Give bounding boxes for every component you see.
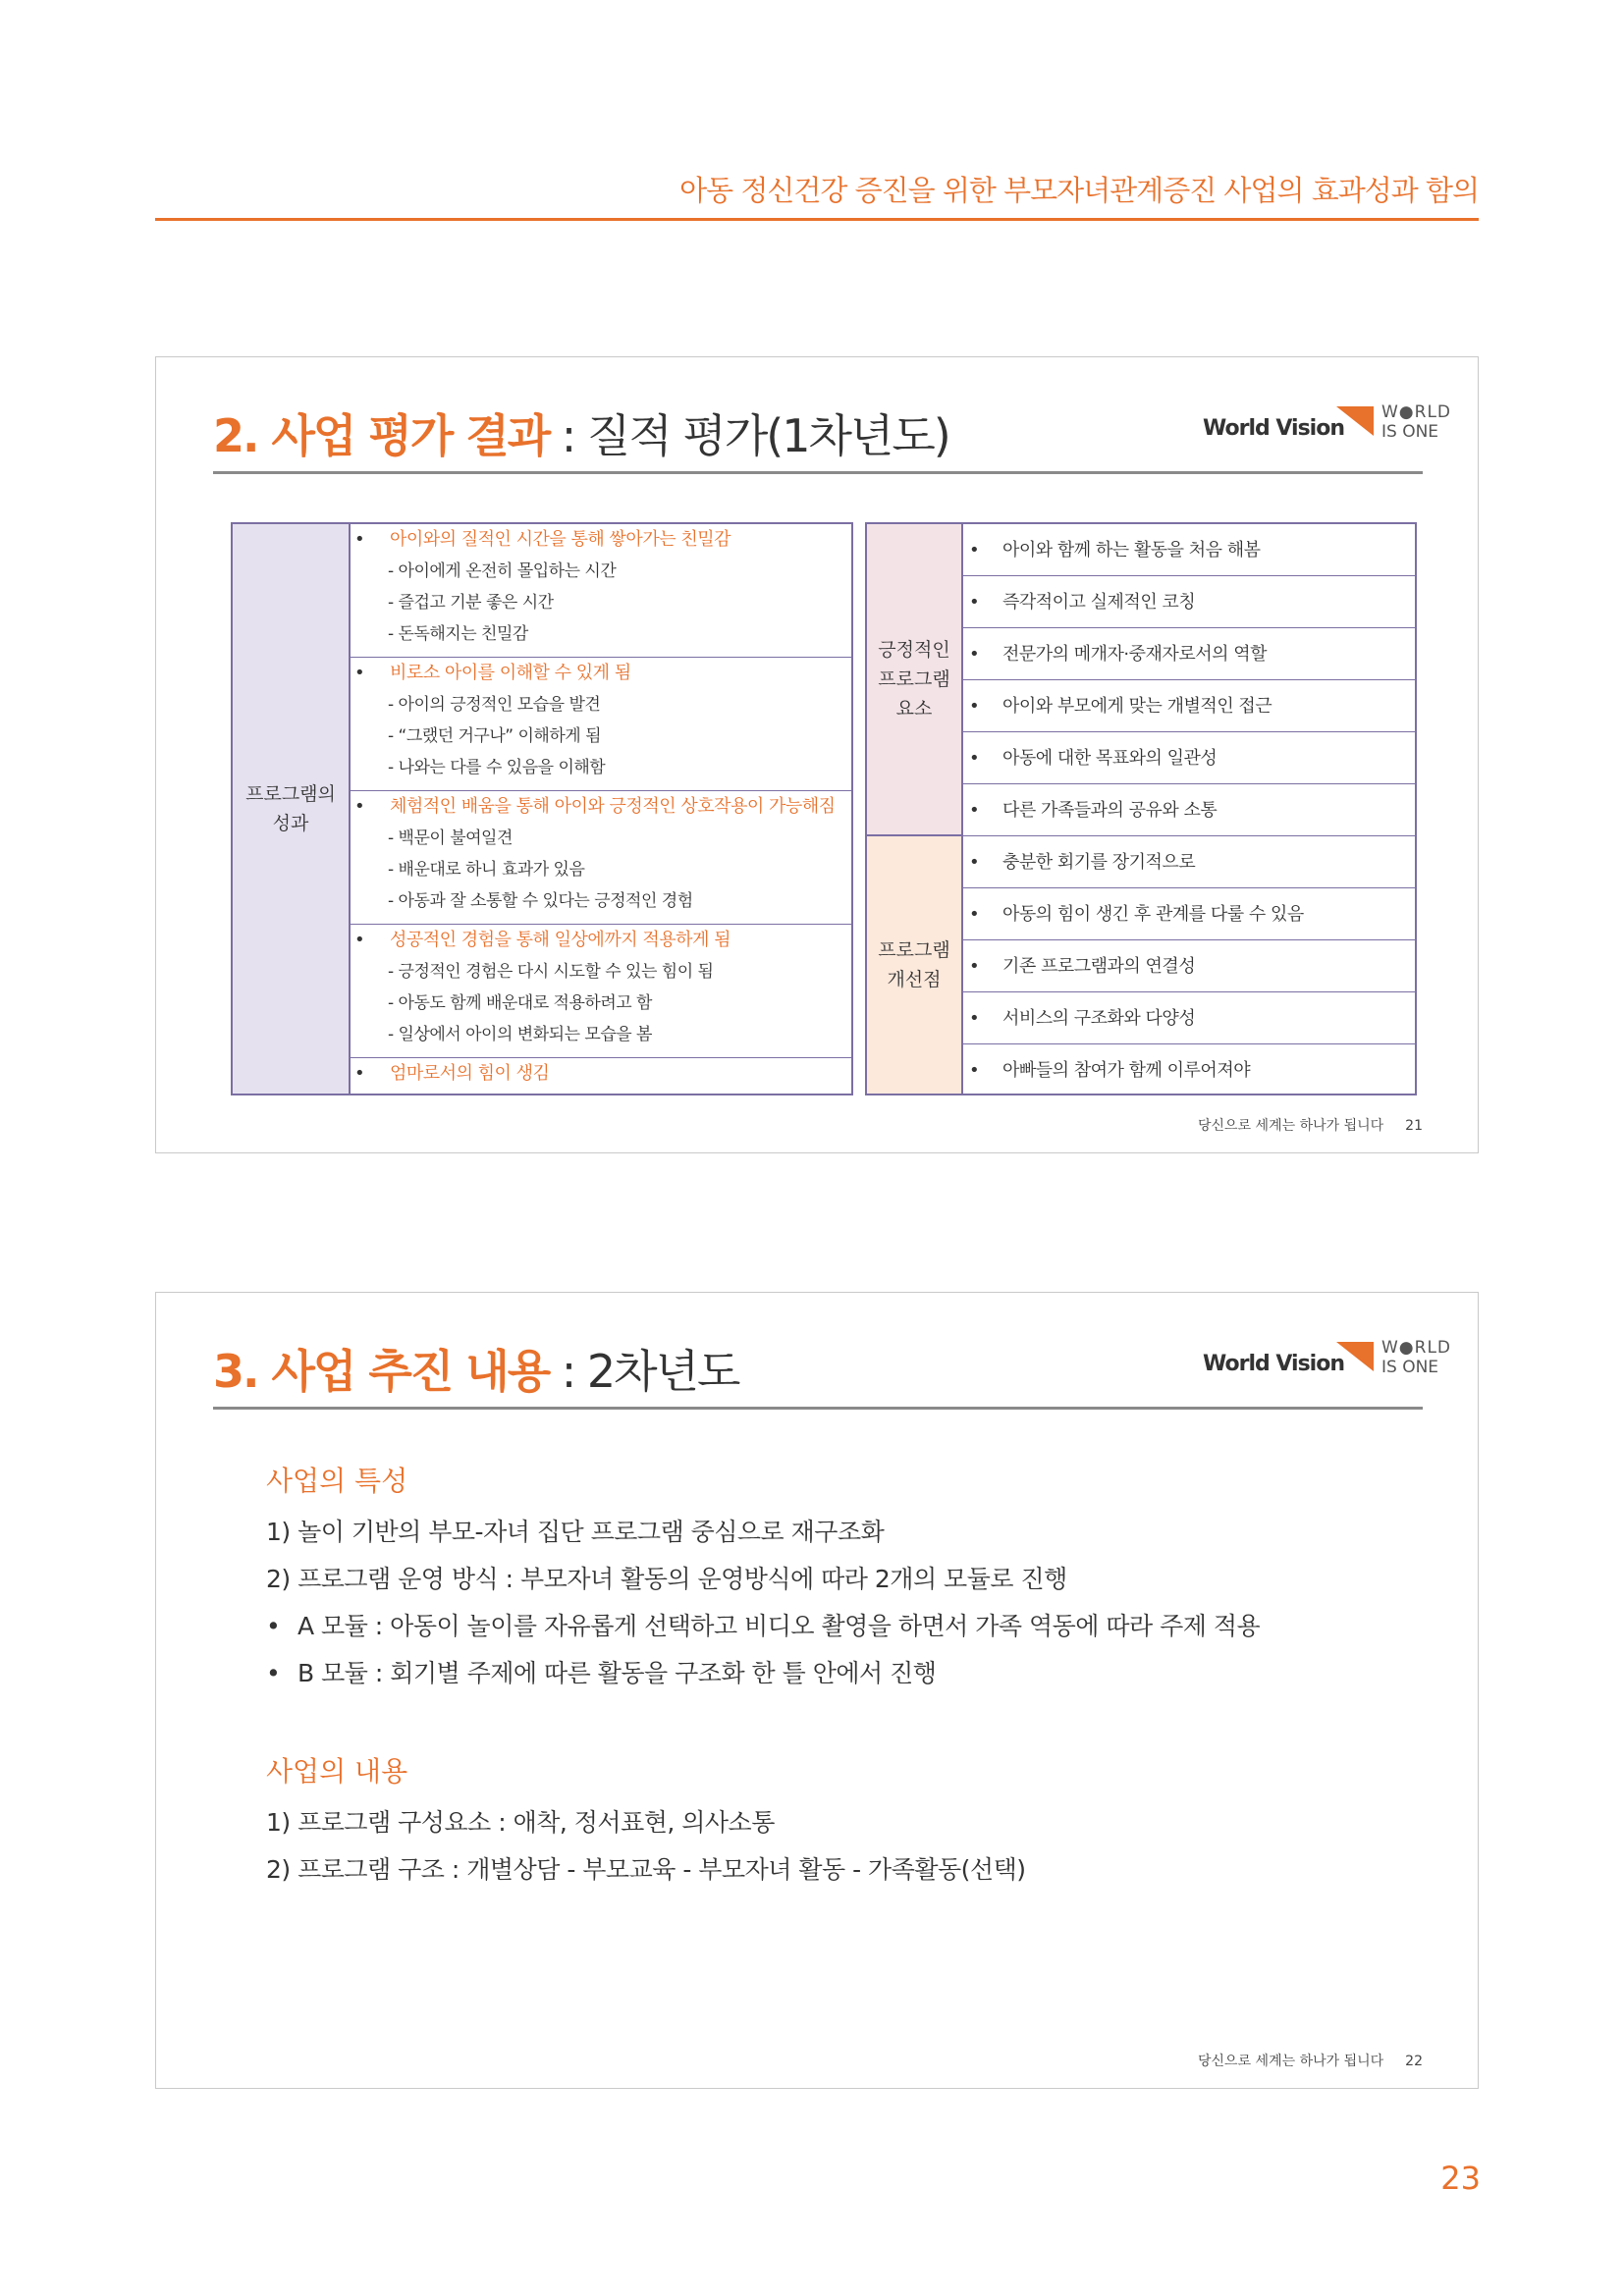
outcome-detail: - 아이의 긍정적인 모습을 발견 <box>388 695 601 715</box>
outcome-detail: - 긍정적인 경험은 다시 시도할 수 있는 힘이 됨 <box>388 962 714 982</box>
document-header: 아동 정신건강 증진을 위한 부모자녀관계증진 사업의 효과성과 함의 <box>679 174 1479 207</box>
footer-slogan: 당신으로 세계는 하나가 됩니다 <box>1198 2054 1384 2069</box>
outcome-detail: - 배운대로 하니 효과가 있음 <box>388 860 585 880</box>
improvement-row: • 아동의 힘이 생긴 후 관계를 다룰 수 있음 <box>963 888 1415 940</box>
positive-element-row: • 다른 가족들과의 공유와 소통 <box>963 784 1415 836</box>
outcome-detail: - 즐겁고 기분 좋은 시간 <box>388 593 554 613</box>
outcome-detail: - 돈독해지는 친밀감 <box>388 624 528 644</box>
logo-mark-icon <box>1336 406 1374 436</box>
outcome-heading: • 성공적인 경험을 통해 일상에까지 적용하게 됨 <box>354 930 731 950</box>
improvement-row: • 아빠들의 참여가 함께 이루어져야 <box>969 1060 1251 1081</box>
title-rule <box>213 471 1423 474</box>
positive-elements-label: 긍정적인 프로그램 요소 <box>867 524 963 836</box>
logo-name: World Vision <box>1203 416 1344 441</box>
module-bullet: • B 모듈 : 회기별 주제에 따른 활동을 구조화 한 틀 안에서 진행 <box>266 1659 937 1687</box>
outcome-heading: • 체험적인 배움을 통해 아이와 긍정적인 상호작용이 가능해짐 <box>354 796 836 817</box>
outcome-detail: - 일상에서 아이의 변화되는 모습을 봄 <box>388 1025 652 1044</box>
outcome-group <box>351 658 853 791</box>
outcome-heading: • 비로소 아이를 이해할 수 있게 됨 <box>354 663 631 683</box>
slide-project-content <box>155 1292 1479 2089</box>
slide-footer <box>1198 2051 1423 2070</box>
slide-title <box>213 400 949 465</box>
slide-title-sub: : 질적 평가(1차년도) <box>549 409 949 462</box>
positive-element-row: • 아이와 부모에게 맞는 개별적인 접근 <box>963 680 1415 732</box>
outcome-group <box>351 1058 853 1094</box>
outcome-detail: - 아동과 잘 소통할 수 있다는 긍정적인 경험 <box>388 891 693 911</box>
outcomes-label <box>233 524 351 1094</box>
outcomes-table <box>231 522 853 1095</box>
logo-tagline-2: IS ONE <box>1381 422 1439 442</box>
content-line: 1) 프로그램 구성요소 : 애착, 정서표현, 의사소통 <box>266 1808 775 1837</box>
positive-element-row: • 아동에 대한 목표와의 일관성 <box>963 732 1415 784</box>
slide-title-main: 2. 사업 평가 결과 <box>213 409 550 462</box>
improvement-row: • 기존 프로그램과의 연결성 <box>963 940 1415 992</box>
characteristic-line: 2) 프로그램 운영 방식 : 부모자녀 활동의 운영방식에 따라 2개의 모듈로 진행 <box>266 1565 1067 1593</box>
positive-element-row: • 아이와 함께 하는 활동을 처음 해봄 <box>963 524 1415 576</box>
outcome-group <box>351 925 853 1058</box>
slide-title-sub: : 2차년도 <box>549 1345 739 1398</box>
logo-name: World Vision <box>1203 1352 1344 1376</box>
slide-page-number: 21 <box>1405 1118 1423 1134</box>
outcome-detail: - 아이에게 온전히 몰입하는 시간 <box>388 561 617 581</box>
slide-page-number: 22 <box>1405 2054 1423 2069</box>
slide-footer <box>1198 1115 1423 1135</box>
slide-title-main: 3. 사업 추진 내용 <box>213 1345 550 1398</box>
world-vision-logo <box>1203 402 1452 450</box>
characteristic-line: 1) 놀이 기반의 부모-자녀 집단 프로그램 중심으로 재구조화 <box>266 1518 885 1546</box>
program-factors-table <box>865 522 1417 1095</box>
outcome-detail: - “그랬던 거구나” 이해하게 됨 <box>388 726 602 746</box>
module-bullet: • A 모듈 : 아동이 놀이를 자유롭게 선택하고 비디오 촬영을 하면서 가족 역동에 따라 주제 적용 <box>266 1612 1261 1640</box>
slide-evaluation-results <box>155 356 1479 1153</box>
improvement-row: • 충분한 회기를 장기적으로 <box>963 836 1415 888</box>
improvements-label: 프로그램 개선점 <box>867 836 963 1094</box>
world-vision-logo <box>1203 1338 1452 1385</box>
section-title-content: 사업의 내용 <box>266 1755 408 1788</box>
logo-tagline-2: IS ONE <box>1381 1358 1439 1377</box>
logo-tagline-1: W●RLD <box>1381 1338 1452 1358</box>
positive-element-row: • 즉각적이고 실제적인 코칭 <box>963 576 1415 628</box>
logo-mark-icon <box>1336 1342 1374 1371</box>
outcome-detail: - 나와는 다를 수 있음을 이해함 <box>388 758 606 777</box>
positive-element-row: • 전문가의 메개자·중재자로서의 역할 <box>963 628 1415 680</box>
outcome-group <box>351 791 853 925</box>
outcome-group <box>351 524 853 658</box>
page-number: 23 <box>1440 2160 1481 2197</box>
header-rule <box>155 218 1479 221</box>
section-title-characteristics: 사업의 특성 <box>266 1465 408 1497</box>
outcome-detail: - 백문이 불여일견 <box>388 828 513 848</box>
outcome-heading: • 엄마로서의 힘이 생김 <box>354 1063 550 1084</box>
footer-slogan: 당신으로 세계는 하나가 됩니다 <box>1198 1118 1384 1134</box>
logo-tagline-1: W●RLD <box>1381 402 1452 422</box>
outcomes-label-text: 프로그램의 성과 <box>245 783 336 834</box>
improvement-row: • 서비스의 구조화와 다양성 <box>963 992 1415 1044</box>
outcome-heading: • 아이와의 질적인 시간을 통해 쌓아가는 친밀감 <box>354 529 731 550</box>
content-line: 2) 프로그램 구조 : 개별상담 - 부모교육 - 부모자녀 활동 - 가족활동(선택) <box>266 1855 1026 1884</box>
outcome-detail: - 아동도 함께 배운대로 적용하려고 함 <box>388 993 652 1013</box>
title-rule <box>213 1407 1423 1410</box>
slide-title <box>213 1336 738 1401</box>
